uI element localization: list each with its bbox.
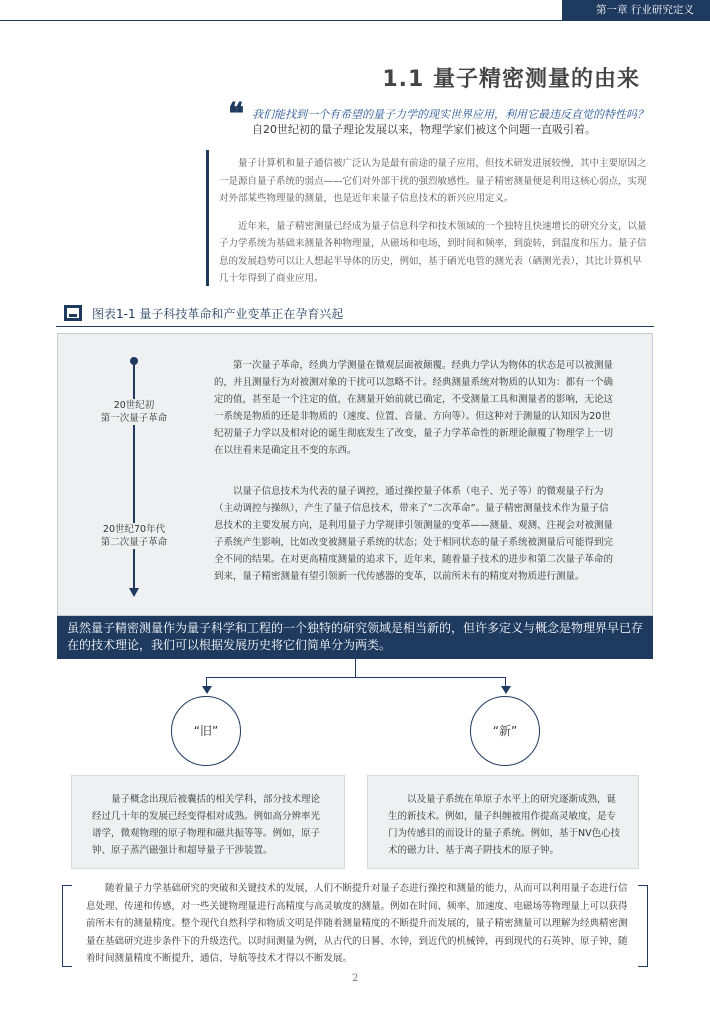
era-period: 20世纪70年代 <box>102 524 166 535</box>
branch-crossbar <box>206 677 506 678</box>
intro-paragraph: 近年来，量子精密测量已经成为量子信息科学和技术领域的一个独特且快速增长的研究分支，以量子力学系统为基础来测量各种物理量，从磁场和电场，到时间和频率，到旋转，到温度和压力。量子信息的发展趋势可以让人想起半导体的历史，例如，基于硒光电管的测光表（硒测光表），其比计算机早几十年得到了商业应用。 <box>219 220 647 284</box>
branch-stem <box>355 659 356 677</box>
closing-left-bracket <box>62 885 72 967</box>
figure-caption-rule <box>56 326 654 327</box>
era-name: 第一次量子革命 <box>100 413 168 424</box>
era-label-second-revolution <box>84 523 184 549</box>
era-description-first: 第一次量子革命，经典力学测量在微观层面被颠覆。经典力学认为物体的状态是可以被测量的，并且测量行为对被测对象的干扰可以忽略不计。经典测量系统对物质的认知为：都有一个确定的值，甚至是一个注定的值，在测量开始前就已确定，不受测量工具和测量者的影响，无论这一系统是物质的还是非物质的（速度、位置、音量、方向等）。但这种对于测量的认知因为20世纪初量子力学以及相对论的诞生彻底发生了改变，量子力学革命性的新理论颠覆了物理学上一切在以往看来是确定且不变的东西。 <box>214 360 614 456</box>
category-new-circle: “新” <box>470 696 540 766</box>
timeline-start-dot <box>130 357 138 365</box>
quote-answer: 自20世纪初的量子理论发展以来，物理学家们被这个问题一直吸引着。 <box>252 123 596 136</box>
branch-right-arrow-icon <box>501 686 511 694</box>
era-description-second: 以量子信息技术为代表的量子调控，通过操控量子体系（电子、光子等）的微观量子行为（主动调控与操纵），产生了量子信息技术，带来了“二次革命”。量子精密测量技术作为量子信息技术的主要发展方向，是利用量子力学规律引领测量的变革——测量、观测、注视会对被测量子系统产生影响，比如改变被测量子系统的状态；处于相同状态的量子系统被测量后可能得到完全不同的结果。在对更高精度测量的追求下，近年来，随着量子技术的进步和第二次量子革命的到来，量子精密测量有望引领新一代传感器的变革，以前所未有的精度对物质进行测量。 <box>214 486 614 582</box>
quote-icon: ❝ <box>228 97 245 132</box>
intro-text-block <box>206 150 652 286</box>
summary-banner: 虽然量子精密测量作为量子科学和工程的一个独特的研究领域是相当新的，但许多定义与概念是物理界早已存在的技术理论，我们可以根据发展历史将它们简单分为两类。 <box>57 616 653 659</box>
figure-caption: 图表1-1 量子科技革命和产业变革正在孕育兴起 <box>92 307 344 321</box>
category-new-description-box <box>367 775 639 869</box>
era-period: 20世纪初 <box>113 400 155 411</box>
closing-paragraph: 随着量子力学基础研究的突破和关键技术的发展，人们不断提升对量子态进行操控和测量的能力，从而可以利用量子态进行信息处理、传递和传感，对一些关键物理量进行高精度与高灵敏度的测量。例如在时间、频率、加速度、电磁场等物理量上可以获得前所未有的测量精度。整个现代自然科学和物质文明是伴随着测量精度的不断提升而发展的，量子精密测量可以理解为经典精密测量在基础研究进步条件下的升级迭代。以时间测量为例，从古代的日晷、水钟，到近代的机械钟，再到现代的石英钟、原子钟，随着时间测量精度不断提升，通信、导航等技术才得以不断发展。 <box>86 883 628 964</box>
header-rule <box>0 20 562 21</box>
category-old-description-box <box>71 775 345 869</box>
era-label-first-revolution <box>84 399 184 425</box>
quote-question: 我们能找到一个有希望的量子力学的现实世界应用，利用它最违反直觉的特性吗？ <box>252 108 648 121</box>
figure-icon <box>64 305 82 321</box>
page-number: 2 <box>351 973 359 984</box>
timeline-arrow-icon <box>129 588 139 597</box>
intro-paragraph: 量子计算机和量子通信被广泛认为是最有前途的量子应用，但技术研发进展较慢，其中主要原因之一是源自量子系统的弱点——它们对外部干扰的强烈敏感性。量子精密测量便是利用这核心弱点，实现对外部某些物理量的测量，也是近年来量子信息技术的新兴应用定义。 <box>219 158 647 204</box>
branch-left-arrow-icon <box>202 686 212 694</box>
category-old-description: 量子概念出现后被囊括的相关学科，部分技术理论经过几十年的发展已经变得相对成熟。例如高分辨率光谱学，微观物理的原子物理和磁共振等等。例如，原子钟、原子蒸汽磁强计和超导量子干涉装置。 <box>92 794 321 856</box>
timeline-axis <box>133 362 135 588</box>
category-old-circle: “旧” <box>171 696 241 766</box>
category-new-description: 以及量子系统在单原子水平上的研究逐渐成熟，诞生的新技术。例如，量子纠缠被用作提高灵敏度，是专门为传感目的而设计的量子系统。例如，基于NV色心技术的磁力计、基于离子阱技术的原子钟。 <box>388 794 621 856</box>
section-title: 1.1 量子精密测量的由来 <box>382 67 640 92</box>
closing-right-bracket <box>638 885 648 967</box>
chapter-header-tab: 第一章 行业研究定义 <box>562 0 710 21</box>
era-name: 第二次量子革命 <box>100 537 168 548</box>
